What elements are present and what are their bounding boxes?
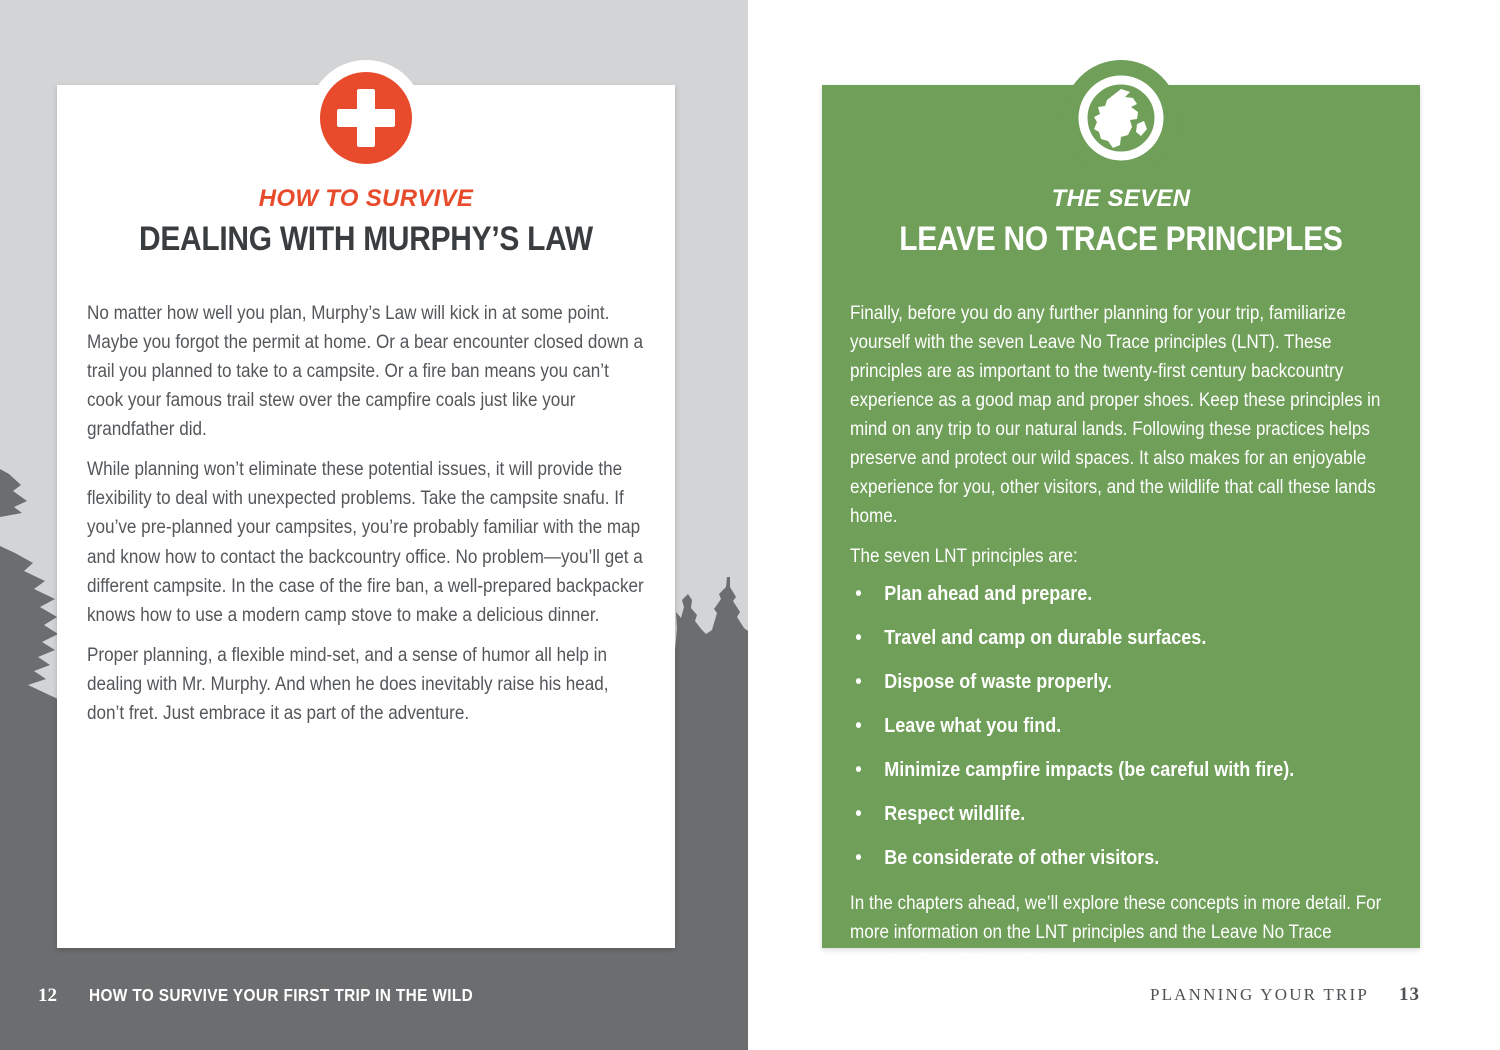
bullet-dot: • [855, 846, 862, 869]
left-footer [38, 985, 526, 1007]
book-title: HOW TO SURVIVE YOUR FIRST TRIP IN THE WILD [89, 985, 474, 1005]
principle-text: Plan ahead and prepare. [884, 582, 1093, 605]
right-intro: Finally, before you do any further planning for your trip, familiarize yourself with the seven Leave No Trace principles (LNT). These principles are as important to the twenty-first century backcountry experience as a good map and proper shoes. Keep these principles in mind on any trip to our natural lands. Following these practices helps preserve and protect our wild spaces. It also makes for an enjoyable experience for you, other visitors, and the wildlife that call these lands home. [850, 303, 1381, 528]
right-body [850, 299, 1392, 976]
left-paragraph: While planning won’t eliminate these potential issues, it will provide the flexibility to deal with unexpected problems. Take the campsite snafu. If you’ve pre-planned your campsites, you’re probably familiar with the map and know how to contact the backcountry office. No problem—you’ll get a different campsite. In the case of the fire ban, a well-prepared backpacker knows how to use a modern camp stove to make a delicious dinner. [87, 459, 644, 626]
left-title: DEALING WITH MURPHY’S LAW [138, 220, 593, 258]
right-outro: In the chapters ahead, we’ll explore these concepts in more detail. For more information on the LNT principles and the Leave No Trace organization, visit www.lnt.org. [850, 892, 1382, 972]
right-page [748, 0, 1500, 1050]
principle-text: Minimize campfire impacts (be careful with fire). [884, 758, 1295, 781]
principle-text: Respect wildlife. [884, 802, 1026, 825]
left-page-number: 12 [38, 985, 57, 1006]
left-kicker: HOW TO SURVIVE [258, 185, 474, 212]
left-body [87, 299, 645, 728]
principles-lead: The seven LNT principles are: [850, 545, 1078, 567]
left-paragraph: Proper planning, a flexible mind-set, and a sense of humor all help in dealing with Mr. Murphy. And when he does inevitably raise his head, don’t fret. Just embrace it as part of the adventure. [87, 644, 609, 724]
list-item [850, 801, 1392, 827]
list-item [850, 713, 1392, 739]
list-item [850, 581, 1392, 607]
right-kicker: THE SEVEN [1051, 185, 1191, 212]
principle-text: Leave what you find. [884, 714, 1062, 737]
list-item [850, 845, 1392, 871]
chapter-title: PLANNING YOUR TRIP [1149, 985, 1369, 1004]
principle-text: Dispose of waste properly. [884, 670, 1112, 693]
bullet-dot: • [855, 626, 862, 649]
bullet-dot: • [855, 670, 862, 693]
list-item [850, 625, 1392, 651]
right-footer [1150, 984, 1420, 1006]
principle-text: Be considerate of other visitors. [884, 846, 1160, 869]
bullet-dot: • [855, 758, 862, 781]
list-item [850, 757, 1392, 783]
left-paragraph: No matter how well you plan, Murphy’s Law will kick in at some point. Maybe you forgot the permit at home. Or a bear encounter closed down a trail you planned to take to a campsite. Or a fire ban means you can’t cook your famous trail stew over the campfire coals just like your grandfather did. [87, 303, 644, 441]
lnt-principles-list [850, 581, 1392, 871]
left-page [0, 0, 748, 1050]
right-feature-card [822, 85, 1420, 972]
left-article-card [57, 85, 675, 948]
bullet-dot: • [855, 802, 862, 825]
principle-text: Travel and camp on durable surfaces. [884, 626, 1207, 649]
bullet-dot: • [855, 582, 862, 605]
right-title: LEAVE NO TRACE PRINCIPLES [899, 220, 1343, 258]
bullet-dot: • [855, 714, 862, 737]
list-item [850, 669, 1392, 695]
right-page-number: 13 [1399, 984, 1420, 1005]
